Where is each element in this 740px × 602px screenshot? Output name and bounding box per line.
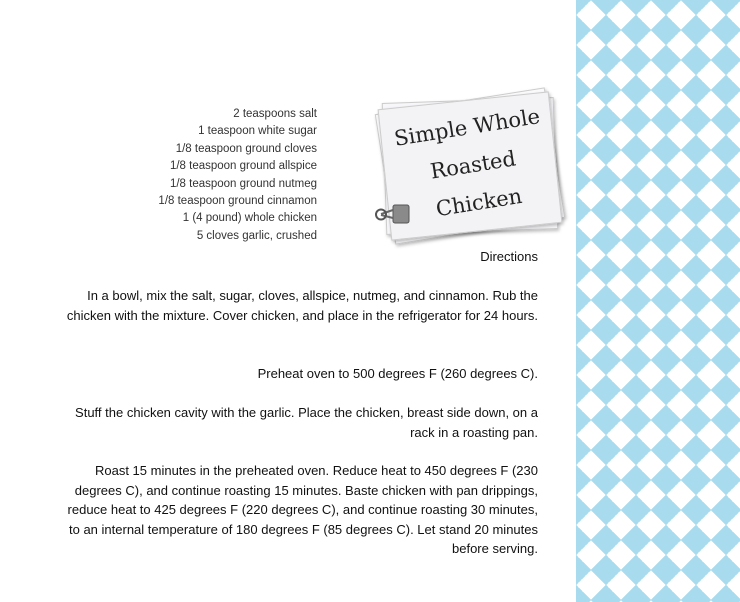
ingredient-item: 5 cloves garlic, crushed	[196, 229, 317, 242]
title-note-card	[378, 92, 568, 242]
ingredient-item: 1 teaspoon white sugar	[198, 125, 317, 138]
recipe-title-line: Chicken	[434, 183, 524, 222]
ingredient-item: 1/8 teaspoon ground cloves	[175, 142, 317, 155]
direction-step: Roast 15 minutes in the preheated oven. Reduce heat to 450 degrees F (230 degrees C), and continue roasting 15 minutes. Baste chicken with pan drippings, reduce heat to 425 degrees F (220 degrees C), and continue roasting 30 minutes, to an internal temperature of 180 degrees F (85 degrees C). Let stand 20 minutes before serving.	[67, 463, 538, 556]
ingredients-list	[100, 106, 317, 245]
binder-clip-icon	[375, 202, 415, 226]
ingredient-item: 1 (4 pound) whole chicken	[182, 212, 317, 225]
directions-heading: Directions	[480, 249, 538, 264]
ingredient-item: 2 teaspoons salt	[233, 108, 317, 120]
direction-step: Stuff the chicken cavity with the garlic. Place the chicken, breast side down, on a rack in a roasting pan.	[75, 405, 538, 440]
recipe-title-line: Roasted	[428, 146, 518, 184]
gingham-background	[576, 0, 740, 602]
recipe-title-line: Simple Whole	[392, 104, 542, 151]
ingredient-item: 1/8 teaspoon ground nutmeg	[169, 177, 317, 190]
ingredient-item: 1/8 teaspoon ground cinnamon	[158, 195, 317, 208]
ingredient-item: 1/8 teaspoon ground allspice	[169, 160, 317, 173]
direction-step: Preheat oven to 500 degrees F (260 degrees C).	[257, 366, 538, 381]
direction-step: In a bowl, mix the salt, sugar, cloves, allspice, nutmeg, and cinnamon. Rub the chicken with the mixture. Cover chicken, and place in the refrigerator for 24 hours.	[66, 288, 538, 323]
